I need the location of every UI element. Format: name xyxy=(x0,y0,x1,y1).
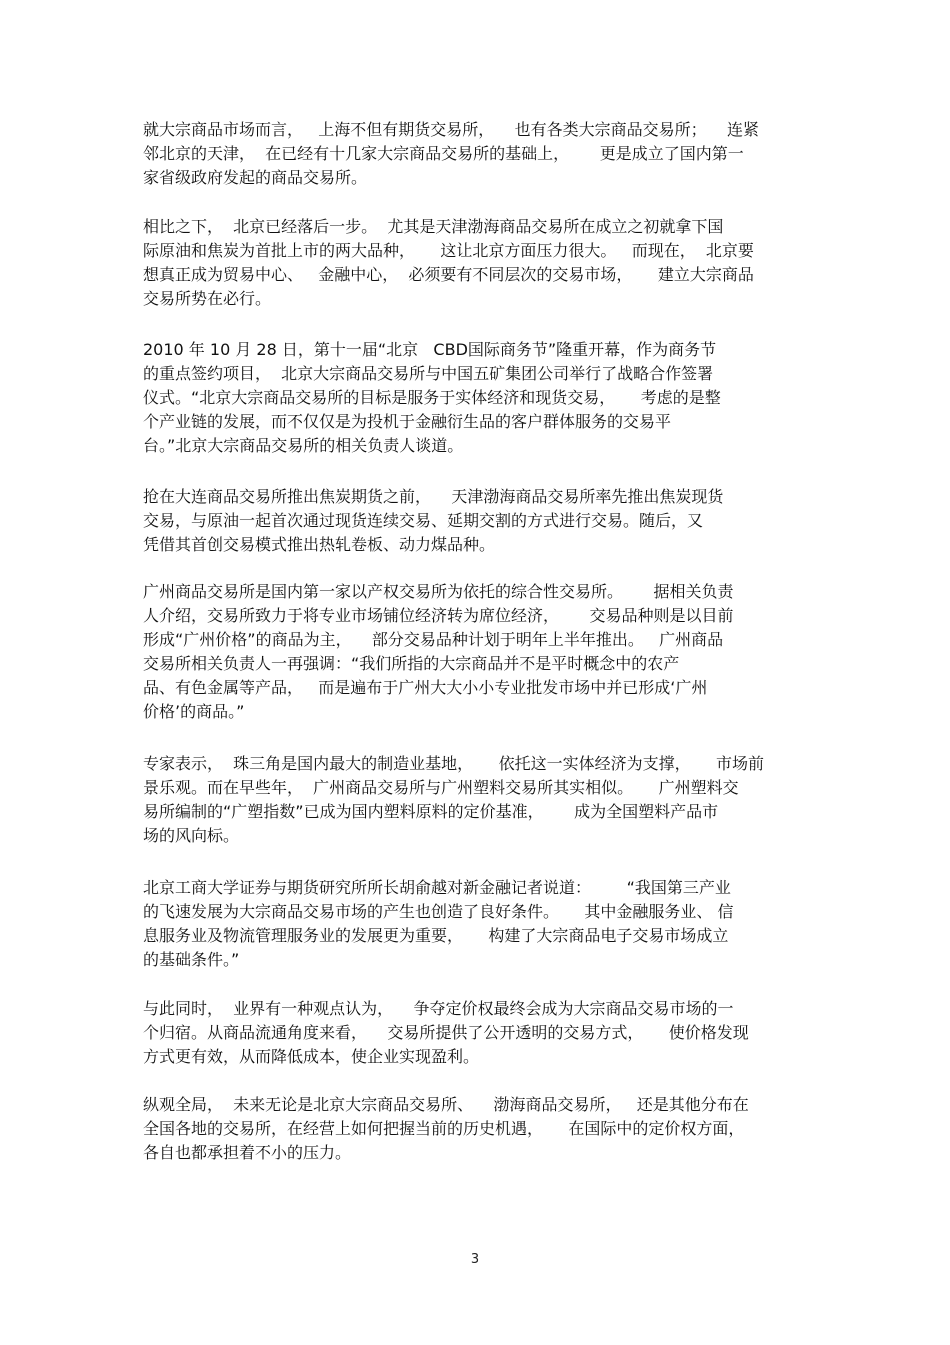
text-line: 台。”北京大宗商品交易所的相关负责人谈道。 xyxy=(143,436,464,455)
paragraph-2 xyxy=(143,215,823,311)
text-line: 交易，与原油一起首次通过现货连续交易、延期交割的方式进行交易。随后，又 xyxy=(143,511,704,530)
text-line: 人介绍，交易所致力于将专业市场铺位经济转为席位经济， 交易品种则是以目前 xyxy=(143,606,734,625)
text-line: 抢在大连商品交易所推出焦炭期货之前， 天津渤海商品交易所率先推出焦炭现货 xyxy=(143,487,724,506)
text-line: 仪式。“北京大宗商品交易所的目标是服务于实体经济和现货交易， 考虑的是整 xyxy=(143,388,721,407)
text-line: 专家表示， 珠三角是国内最大的制造业基地， 依托这一实体经济为支撑， 市场前 xyxy=(143,754,765,773)
text-line: 交易所相关负责人一再强调：“我们所指的大宗商品并不是平时概念中的农产 xyxy=(143,654,680,673)
text-line: 交易所势在必行。 xyxy=(143,289,272,308)
page-number: 3 xyxy=(470,1252,480,1267)
text-line: 想真正成为贸易中心、 金融中心， 必须要有不同层次的交易市场， 建立大宗商品 xyxy=(143,265,754,284)
text-line: 2010 年 10 月 28 日，第十一届“北京 CBD国际商务节”隆重开幕，作为商务节 xyxy=(143,340,717,359)
paragraph-8 xyxy=(143,997,823,1069)
text-line: 息服务业及物流管理服务业的发展更为重要， 构建了大宗商品电子交易市场成立 xyxy=(143,926,729,945)
text-line: 与此同时， 业界有一种观点认为， 争夺定价权最终会成为大宗商品交易市场的一 xyxy=(143,999,734,1018)
text-line: 易所编制的“广塑指数”已成为国内塑料原料的定价基准， 成为全国塑料产品市 xyxy=(143,802,719,821)
text-line: 凭借其首创交易模式推出热轧卷板、动力煤品种。 xyxy=(143,535,496,554)
paragraph-4 xyxy=(143,485,823,557)
paragraph-6 xyxy=(143,752,823,848)
text-line: 全国各地的交易所，在经营上如何把握当前的历史机遇， 在国际中的定价权方面， xyxy=(143,1119,745,1138)
paragraph-5 xyxy=(143,580,823,724)
text-line: 的重点签约项目， 北京大宗商品交易所与中国五矿集团公司举行了战略合作签署 xyxy=(143,364,714,383)
text-line: 北京工商大学证券与期货研究所所长胡俞越对新金融记者说道： “我国第三产业 xyxy=(143,878,731,897)
text-line: 就大宗商品市场而言， 上海不但有期货交易所， 也有各类大宗商品交易所； 连紧 xyxy=(143,120,759,139)
text-line: 邻北京的天津， 在已经有十几家大宗商品交易所的基础上， 更是成立了国内第一 xyxy=(143,144,744,163)
paragraph-9 xyxy=(143,1093,823,1165)
text-line: 景乐观。而在早些年， 广州商品交易所与广州塑料交易所其实相似。 广州塑料交 xyxy=(143,778,739,797)
text-line: 个产业链的发展，而不仅仅是为投机于金融衍生品的客户群体服务的交易平 xyxy=(143,412,672,431)
text-line: 相比之下， 北京已经落后一步。 尤其是天津渤海商品交易所在成立之初就拿下国 xyxy=(143,217,724,236)
text-line: 形成“广州价格”的商品为主， 部分交易品种计划于明年上半年推出。 广州商品 xyxy=(143,630,724,649)
text-line: 各自也都承担着不小的压力。 xyxy=(143,1143,352,1162)
paragraph-1 xyxy=(143,118,823,190)
text-line: 家省级政府发起的商品交易所。 xyxy=(143,168,368,187)
text-line: 的基础条件。” xyxy=(143,950,240,969)
text-line: 广州商品交易所是国内第一家以产权交易所为依托的综合性交易所。 据相关负责 xyxy=(143,582,734,601)
text-line: 场的风向标。 xyxy=(143,826,240,845)
paragraph-7 xyxy=(143,876,823,972)
text-line: 的飞速发展为大宗商品交易市场的产生也创造了良好条件。 其中金融服务业、 信 xyxy=(143,902,734,921)
paragraph-3 xyxy=(143,338,823,458)
text-line: 方式更有效，从而降低成本，使企业实现盈利。 xyxy=(143,1047,480,1066)
text-line: 际原油和焦炭为首批上市的两大品种， 这让北京方面压力很大。 而现在， 北京要 xyxy=(143,241,754,260)
text-line: 品、有色金属等产品， 而是遍布于广州大大小小专业批发市场中并已形成‘广州 xyxy=(143,678,708,697)
text-line: 个归宿。从商品流通角度来看， 交易所提供了公开透明的交易方式， 使价格发现 xyxy=(143,1023,749,1042)
text-line: 纵观全局， 未来无论是北京大宗商品交易所、 渤海商品交易所， 还是其他分布在 xyxy=(143,1095,749,1114)
text-line: 价格’的商品。” xyxy=(143,702,245,721)
